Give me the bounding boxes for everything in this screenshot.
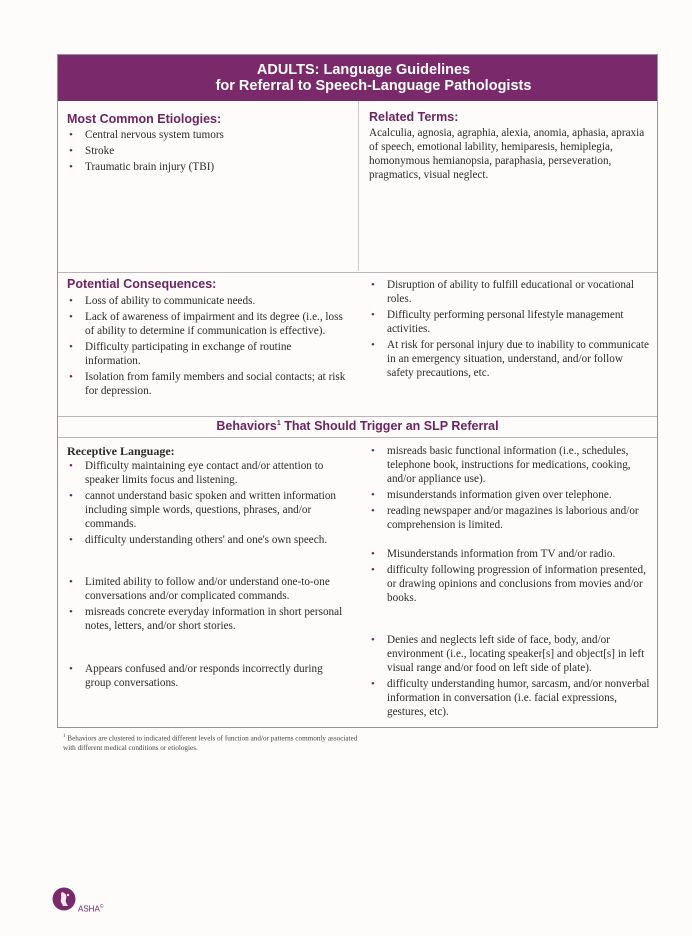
logo-text: ASHA© xyxy=(78,904,104,914)
etiologies-list xyxy=(67,128,347,174)
list-item: • Misunderstands information from TV and/or radio. xyxy=(369,547,652,561)
related-terms-text: Acalculia, agnosia, agraphia, alexia, anomia, aphasia, apraxia of speech, emotional lability, hemiparesis, hemiplegia, homonymous hemianopsia, paraphasia, perseveration, pragmatics, visual neglect. xyxy=(369,127,645,181)
list-item: • Limited ability to follow and/or understand one-to-one conversations and/or complicated commands. xyxy=(67,575,349,603)
list-item: • Stroke xyxy=(67,144,347,158)
list-item: • Denies and neglects left side of face, body, and/or environment (i.e., locating speaker[s] and object[s] in left visual range and/or food on left side of plate). xyxy=(369,633,652,675)
asha-logo-icon xyxy=(52,887,76,911)
list-item: • difficulty understanding others' and one's own speech. xyxy=(67,533,349,547)
list-item: • reading newspaper and/or magazines is laborious and/or comprehension is limited. xyxy=(369,504,652,532)
list-item: • Appears confused and/or responds incorrectly during group conversations. xyxy=(67,662,349,690)
list-item: • misunderstands information given over telephone. xyxy=(369,488,652,502)
related-terms-heading: Related Terms: xyxy=(369,110,459,124)
list-item: • Difficulty maintaining eye contact and/or attention to speaker limits focus and listening. xyxy=(67,459,349,487)
section-divider xyxy=(58,416,657,417)
behaviors-heading: Behaviors$^1$ That Should Trigger an SLP Referral xyxy=(216,419,499,433)
list-item: • misreads concrete everyday information in short personal notes, letters, and/or short stories. xyxy=(67,605,349,633)
behaviors-right-group-2 xyxy=(369,547,652,605)
list-item: • Lack of awareness of impairment and its degree (i.e., loss of ability to determine if communication is effective). xyxy=(67,310,349,338)
behaviors-right-group-3 xyxy=(369,633,652,719)
column-divider xyxy=(358,101,359,271)
title-line-1: ADULTS: Language Guidelines xyxy=(256,62,471,78)
guideline-sheet xyxy=(57,54,658,728)
list-item: • Loss of ability to communicate needs. xyxy=(67,294,349,308)
list-item: • misreads basic functional information (i.e., schedules, telephone book, instructions for medications, cooking, and/or appliance use). xyxy=(369,444,652,486)
footnote: $^1$ Behaviors are clustered to indicated different levels of function and/or patterns commonly associated with different medical conditions or etiologies. xyxy=(63,734,358,753)
list-item: • Traumatic brain injury (TBI) xyxy=(67,160,347,174)
section-divider xyxy=(58,272,657,273)
behaviors-left-group-1 xyxy=(67,459,349,547)
etiologies-heading: Most Common Etiologies: xyxy=(67,112,222,126)
consequences-right-list xyxy=(369,278,651,380)
list-item: • Difficulty participating in exchange of routine information. xyxy=(67,340,349,368)
list-item: • Disruption of ability to fulfill educational or vocational roles. xyxy=(369,278,651,306)
receptive-language-heading: Receptive Language: xyxy=(67,444,175,458)
behaviors-divider xyxy=(58,437,657,438)
consequences-heading: Potential Consequences: xyxy=(67,277,217,291)
list-item: • At risk for personal injury due to inability to communicate in an emergency situation, understand, and/or follow safety precautions, etc. xyxy=(369,338,651,380)
list-item: • cannot understand basic spoken and written information including simple words, questions, phrases, and/or commands. xyxy=(67,489,349,531)
title-bar xyxy=(58,55,657,101)
consequences-left-list xyxy=(67,294,349,398)
list-item: • Isolation from family members and social contacts; at risk for depression. xyxy=(67,370,349,398)
behaviors-left-group-3 xyxy=(67,662,349,690)
behaviors-left-group-2 xyxy=(67,575,349,633)
list-item: • difficulty understanding humor, sarcasm, and/or nonverbal information in conversation (i.e. facial expressions, gestures, etc). xyxy=(369,677,652,719)
behaviors-right-group-1 xyxy=(369,444,652,532)
list-item: • difficulty following progression of information presented, or drawing opinions and conclusions from movies and/or books. xyxy=(369,563,652,605)
list-item: • Central nervous system tumors xyxy=(67,128,347,142)
title-line-2: for Referral to Speech-Language Pathologists xyxy=(215,78,532,94)
list-item: • Difficulty performing personal lifestyle management activities. xyxy=(369,308,651,336)
